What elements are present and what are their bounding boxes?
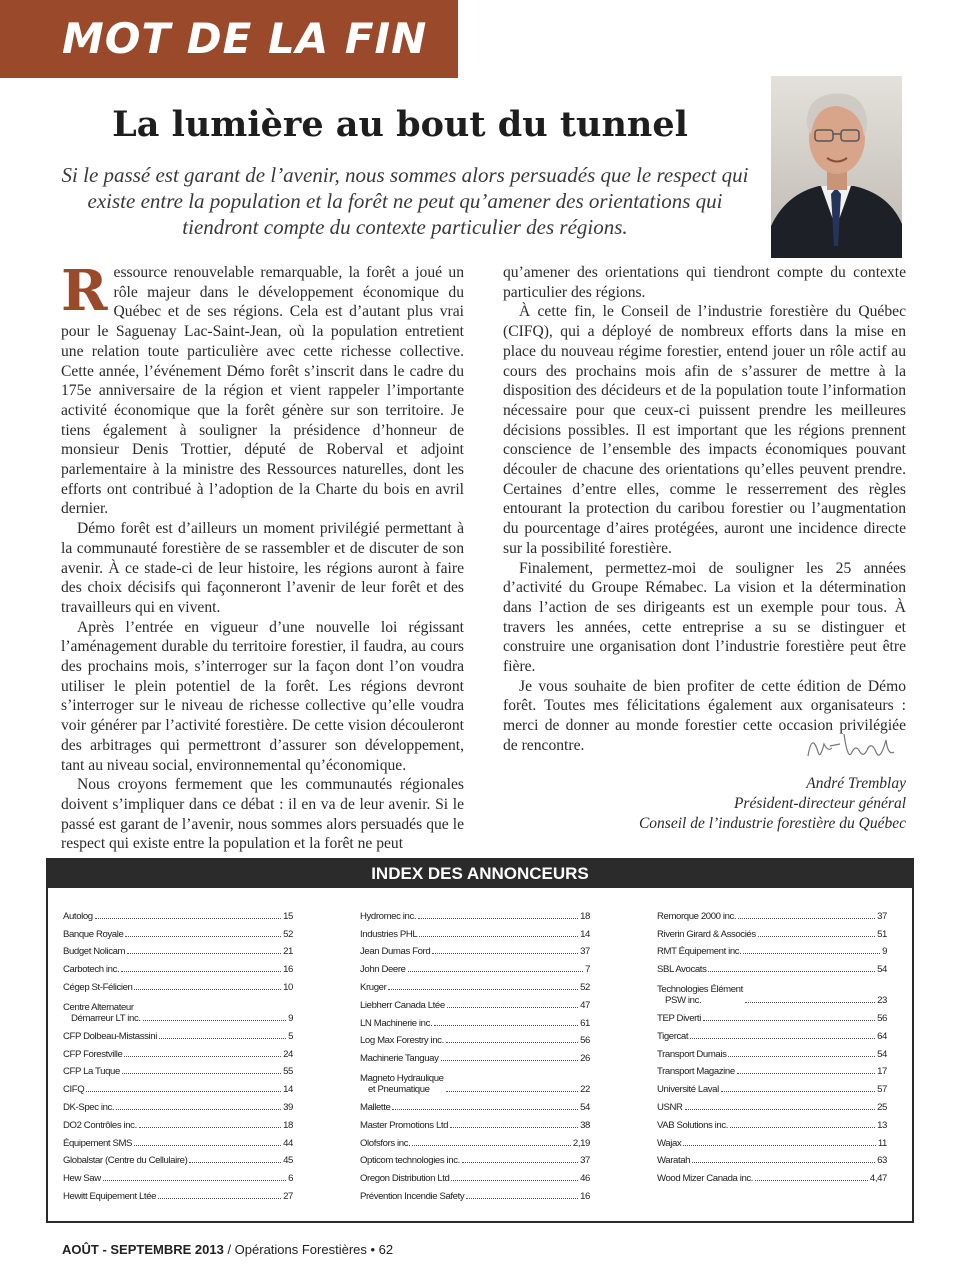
index-entry-name: CFP La Tuque <box>63 1066 120 1078</box>
index-entry-page: 47 <box>580 999 590 1011</box>
index-leader-dots <box>121 971 281 972</box>
index-entry-name: Autolog <box>63 910 93 922</box>
index-leader-dots <box>127 953 281 954</box>
index-entry-name: Hewitt Equipement Ltée <box>63 1190 157 1202</box>
index-leader-dots <box>125 936 281 937</box>
author-title: Président-directeur général <box>733 795 906 812</box>
index-entry <box>657 1149 887 1167</box>
article-paragraph: qu’amener des orientations qui tiendront compte du contexte particulier des régions. <box>503 264 906 301</box>
index-entry <box>63 993 293 1024</box>
index-entry <box>657 922 887 940</box>
index-entry-name: Prévention Incendie Safety <box>360 1190 465 1202</box>
index-entry-page: 44 <box>283 1137 293 1149</box>
index-entry <box>360 1046 590 1064</box>
index-entry-page: 15 <box>283 910 293 922</box>
drop-cap: R <box>61 258 108 324</box>
index-entry-name: Jean Dumas Ford <box>360 946 431 958</box>
index-entry <box>63 1166 293 1184</box>
index-entry-page: 18 <box>580 910 590 922</box>
index-entry <box>360 1166 590 1184</box>
index-entry <box>360 940 590 958</box>
index-entry <box>360 922 590 940</box>
index-leader-dots <box>446 1042 578 1043</box>
index-entry-page: 45 <box>283 1155 293 1167</box>
index-leader-dots <box>434 1025 578 1026</box>
index-leader-dots <box>392 1109 578 1110</box>
index-entry <box>360 957 590 975</box>
index-leader-dots <box>685 1109 876 1110</box>
index-entry-name: Waratah <box>657 1155 691 1167</box>
article-lede: Si le passé est garant de l’avenir, nous sommes alors persuadés que le respect qui existe entre la population et la forêt ne peut qu’amener des orientations qui tiendront compte du contexte particulier des régions. <box>61 163 749 239</box>
index-entry-name: Carbotech inc. <box>63 964 120 976</box>
index-leader-dots <box>143 1020 286 1021</box>
index-entry <box>63 1060 293 1078</box>
index-entry-name: DK-Spec inc. <box>63 1101 115 1113</box>
index-entry <box>657 1024 887 1042</box>
index-entry-name: Olofsfors inc. <box>360 1137 411 1149</box>
index-entry-page: 11 <box>877 1137 887 1149</box>
article-paragraph: Je vous souhaite de bien profiter de cette édition de Démo forêt. Toutes mes félicitations également aux organisateurs : merci de donner au monde forestier cette occasion privilégiée de rencontre. <box>503 677 906 754</box>
index-entry-page: 39 <box>283 1101 293 1113</box>
index-entry-name: Master Promotions Ltd <box>360 1119 449 1131</box>
index-entry <box>360 1095 590 1113</box>
index-leader-dots <box>134 989 281 990</box>
index-entry <box>63 940 293 958</box>
index-entry <box>63 1113 293 1131</box>
index-entry <box>657 975 887 1006</box>
index-entry-page: 63 <box>877 1155 887 1167</box>
index-leader-dots <box>690 1038 875 1039</box>
index-entry-name: RMT Équipement inc. <box>657 946 742 958</box>
index-leader-dots <box>432 953 578 954</box>
index-entry <box>360 1011 590 1029</box>
index-entry <box>657 1166 887 1184</box>
index-entry-page: 56 <box>580 1035 590 1047</box>
index-entry-page: 23 <box>877 995 887 1007</box>
index-entry <box>63 1131 293 1149</box>
index-entry-name: Tigercat <box>657 1030 689 1042</box>
index-leader-dots <box>462 1162 578 1163</box>
index-entry <box>657 1077 887 1095</box>
index-entry <box>63 975 293 993</box>
index-entry-page: 37 <box>580 1155 590 1167</box>
index-entry <box>657 1060 887 1078</box>
index-entry-page: 54 <box>580 1101 590 1113</box>
index-entry-name: Transport Dumais <box>657 1048 727 1060</box>
index-entry <box>657 1113 887 1131</box>
index-leader-dots <box>758 936 875 937</box>
index-entry-name: Remorque 2000 inc. <box>657 910 737 922</box>
index-leader-dots <box>419 936 578 937</box>
index-entry <box>63 904 293 922</box>
index-entry <box>63 1149 293 1167</box>
section-banner <box>0 0 458 78</box>
index-entry-page: 2,19 <box>572 1137 590 1149</box>
index-entry-name: Machinerie Tanguay <box>360 1053 439 1065</box>
index-leader-dots <box>158 1198 281 1199</box>
index-leader-dots <box>730 1127 875 1128</box>
index-entry-page: 10 <box>283 981 293 993</box>
index-leader-dots <box>412 1145 571 1146</box>
index-entry-name: Liebherr Canada Ltée <box>360 999 445 1011</box>
index-entry-page: 52 <box>283 928 293 940</box>
index-entry <box>360 1064 590 1095</box>
index-entry <box>63 1095 293 1113</box>
index-entry-page: 64 <box>877 1030 887 1042</box>
index-column-3 <box>657 904 887 1184</box>
index-entry-page: 14 <box>283 1084 293 1096</box>
index-entry-page: 27 <box>283 1190 293 1202</box>
index-leader-dots <box>122 1073 281 1074</box>
index-leader-dots <box>124 1056 281 1057</box>
index-entry <box>360 1029 590 1047</box>
index-leader-dots <box>408 971 583 972</box>
index-entry-name: Opticom technologies inc. <box>360 1155 460 1167</box>
index-entry-page: 38 <box>580 1119 590 1131</box>
index-entry-name: Centre Alternateur Démarreur LT inc. <box>63 1001 141 1024</box>
index-leader-dots <box>466 1198 578 1199</box>
article-paragraph: Démo forêt est d’ailleurs un moment privilégié permettant à la communauté forestière de se rassembler et de discuter de son avenir. À ce stade-ci de leur histoire, les régions auront à faire des choix décisifs qui façonneront l’avenir de leur forêt et des travailleurs qui en vivent. <box>61 520 464 616</box>
index-entry-page: 16 <box>283 964 293 976</box>
index-leader-dots <box>737 1073 875 1074</box>
index-entry <box>63 1184 293 1202</box>
index-leader-dots <box>745 1002 875 1003</box>
index-column-1 <box>63 904 293 1202</box>
index-leader-dots <box>703 1020 875 1021</box>
index-entry <box>657 1006 887 1024</box>
author-name: André Tremblay <box>806 775 906 792</box>
index-entry-name: Université Laval <box>657 1084 719 1096</box>
index-entry <box>360 904 590 922</box>
index-entry-name: SBL Avocats <box>657 964 707 976</box>
article-paragraph: Ressource renouvelable remarquable, la forêt a joué un rôle majeur dans le développement économique du Québec et de ses régions. Cela est d’autant plus vrai pour le Saguenay Lac-Saint-Jean, où la population entretient une relation toute particulière avec cette richesse collective. Cette année, l’événement Démo forêt s’inscrit dans le cadre du 175e anniversaire de la région et vient rappeler l’importante activité économique que la forêt génère sur son territoire. Je tiens également à souligner la présidence d’honneur de monsieur Denis Trottier, député de Roberval et adjoint parlementaire à la ministre des Ressources naturelles, dont les efforts ont contribué à l’adoption de la Charte du bois en avril dernier. <box>61 258 464 518</box>
index-entry <box>657 957 887 975</box>
index-entry-page: 37 <box>877 910 887 922</box>
index-entry-name: CFP Forestville <box>63 1048 123 1060</box>
article-column-right <box>503 263 906 756</box>
index-entry <box>360 993 590 1011</box>
index-entry-page: 61 <box>580 1017 590 1029</box>
index-entry-name: Équipement SMS <box>63 1137 133 1149</box>
index-leader-dots <box>86 1091 281 1092</box>
index-leader-dots <box>728 1056 875 1057</box>
index-entry <box>657 1042 887 1060</box>
index-entry <box>657 940 887 958</box>
index-entry-page: 25 <box>877 1101 887 1113</box>
index-leader-dots <box>441 1060 579 1061</box>
index-entry-page: 6 <box>288 1173 293 1185</box>
index-entry <box>63 1024 293 1042</box>
index-entry-name: Magneto Hydraulique et Pneumatique <box>360 1073 444 1096</box>
index-entry-name: Log Max Forestry inc. <box>360 1035 444 1047</box>
index-entry-name: Hydromec inc. <box>360 910 417 922</box>
index-leader-dots <box>159 1038 286 1039</box>
index-entry-page: 57 <box>877 1084 887 1096</box>
article-paragraph: Après l’entrée en vigueur d’une nouvelle loi régissant l’aménagement durable du territoire forestier, il faudra, au cours des prochains mois, s’interroger sur la façon dont l’on voudra utiliser le plein potentiel de la forêt. Les régions devront s’interroger sur le niveau de richesse collective qu’elle voudra voir générer par l’activité forestière. De cette vision découleront des arbitrages qui permettront d’assurer son développement, tant au niveau social, environnemental qu’économique. <box>61 618 464 774</box>
index-leader-dots <box>738 918 875 919</box>
index-entry-name: Cégep St-Félicien <box>63 981 133 993</box>
index-entry-page: 26 <box>580 1053 590 1065</box>
index-entry-page: 9 <box>288 1012 293 1024</box>
index-entry-name: Banque Royale <box>63 928 124 940</box>
index-leader-dots <box>743 953 880 954</box>
index-entry-name: Oregon Distribution Ltd <box>360 1173 450 1185</box>
index-entry-page: 22 <box>580 1084 590 1096</box>
index-entry-page: 7 <box>585 964 590 976</box>
index-entry-page: 21 <box>283 946 293 958</box>
index-entry-page: 37 <box>580 946 590 958</box>
index-entry-page: 52 <box>580 981 590 993</box>
index-entry <box>63 957 293 975</box>
index-leader-dots <box>116 1109 281 1110</box>
index-leader-dots <box>139 1127 281 1128</box>
index-entry-name: TEP Diverti <box>657 1012 701 1024</box>
index-entry-page: 4,47 <box>869 1173 887 1185</box>
index-entry <box>360 975 590 993</box>
index-entry-name: Wajax <box>657 1137 682 1149</box>
handwritten-signature <box>800 722 900 772</box>
index-entry <box>63 922 293 940</box>
index-entry-name: John Deere <box>360 964 406 976</box>
index-entry-page: 54 <box>877 1048 887 1060</box>
index-entry-page: 56 <box>877 1012 887 1024</box>
index-entry-page: 55 <box>283 1066 293 1078</box>
index-entry-name: Mallette <box>360 1101 391 1113</box>
index-entry <box>360 1184 590 1202</box>
index-leader-dots <box>418 918 578 919</box>
index-entry-page: 14 <box>580 928 590 940</box>
index-entry-name: Globalstar (Centre du Cellulaire) <box>63 1155 188 1167</box>
article-paragraph: Nous croyons fermement que les communautés régionales doivent s’impliquer dans ce débat : il en va de leur avenir. Si le passé est garant de l’avenir, nous sommes alors persuadés que le respect qui existe entre la population et la forêt ne peut <box>61 776 464 853</box>
index-entry-page: 13 <box>877 1119 887 1131</box>
index-leader-dots <box>189 1162 281 1163</box>
index-leader-dots <box>450 1127 578 1128</box>
index-entry-name: DO2 Contrôles inc. <box>63 1119 137 1131</box>
index-entry-name: Riverin Girard & Associés <box>657 928 756 940</box>
index-entry <box>657 904 887 922</box>
index-entry-page: 24 <box>283 1048 293 1060</box>
index-entry-name: VAB Solutions inc. <box>657 1119 729 1131</box>
index-entry-name: Transport Magazine <box>657 1066 735 1078</box>
index-leader-dots <box>692 1162 875 1163</box>
index-leader-dots <box>447 1007 578 1008</box>
index-entry-page: 16 <box>580 1190 590 1202</box>
article-paragraph: Finalement, permettez-moi de souligner les 25 années d’activité du Groupe Rémabec. La vision et la détermination dans l’action de ses dirigeants est un exemple pour tous. À travers les années, cette entreprise a su se distinguer et construire une organisation dont l’industrie forestière peut être fière. <box>503 559 906 676</box>
index-leader-dots <box>95 918 281 919</box>
advertiser-index <box>46 858 914 1223</box>
section-title: MOT DE LA FIN <box>62 14 428 63</box>
index-leader-dots <box>388 989 578 990</box>
index-leader-dots <box>451 1180 578 1181</box>
signature-block <box>600 774 906 834</box>
article-column-left <box>61 258 464 854</box>
article-paragraph: À cette fin, le Conseil de l’industrie forestière du Québec (CIFQ), qui a déployé de nombreux efforts dans la mise en place du nouveau régime forestier, entend jouer un rôle actif au cours des prochains mois afin de s’assurer de mettre à la disposition des décideurs et de la population toute l’information nécessaire pour que ceux-ci puissent prendre les meilleures décisions possibles. Il est important que les régions prennent conscience de l’ensemble des impacts économiques pouvant découler de chacune des orientations qu’elles peuvent prendre. Certaines d’entre elles, comme le resserrement des règles entourant la protection du caribou forestier ou l’augmentation du pourcentage d’aires protégées, auront une incidence directe sur la possibilité forestière. <box>503 303 906 557</box>
index-entry-name: Budget Nolicam <box>63 946 126 958</box>
index-entry <box>360 1149 590 1167</box>
index-entry-page: 54 <box>877 964 887 976</box>
index-entry <box>63 1077 293 1095</box>
index-leader-dots <box>755 1180 868 1181</box>
article-headline: La lumière au bout du tunnel <box>112 104 688 145</box>
index-leader-dots <box>683 1145 876 1146</box>
index-entry <box>360 1113 590 1131</box>
index-entry-page: 46 <box>580 1173 590 1185</box>
index-entry-name: Kruger <box>360 981 387 993</box>
index-entry-name: Industries PHL <box>360 928 418 940</box>
index-entry <box>657 1131 887 1149</box>
index-entry-name: Hew Saw <box>63 1173 101 1185</box>
index-entry-page: 51 <box>877 928 887 940</box>
index-entry <box>63 1042 293 1060</box>
index-column-2 <box>360 904 590 1202</box>
index-entry <box>360 1131 590 1149</box>
issue-date: AOÛT - SEPTEMBRE 2013 <box>62 1242 224 1257</box>
index-entry-page: 17 <box>877 1066 887 1078</box>
index-leader-dots <box>103 1180 286 1181</box>
author-organization: Conseil de l’industrie forestière du Québec <box>638 815 906 832</box>
page-footer <box>62 1242 393 1257</box>
index-entry-name: Technologies Élément PSW inc. <box>657 984 743 1007</box>
index-entry-name: LN Machinerie inc. <box>360 1017 433 1029</box>
index-entry-name: USNR <box>657 1101 683 1113</box>
index-leader-dots <box>446 1091 579 1092</box>
index-entry-name: CIFQ <box>63 1084 85 1096</box>
author-photo <box>771 76 902 258</box>
index-leader-dots <box>721 1091 875 1092</box>
advertiser-index-title: INDEX DES ANNONCEURS <box>48 860 912 888</box>
index-entry-page: 5 <box>288 1030 293 1042</box>
index-leader-dots <box>134 1145 281 1146</box>
index-entry-page: 18 <box>283 1119 293 1131</box>
publication-page: / Opérations Forestières • 62 <box>223 1242 394 1257</box>
index-entry-name: Wood Mizer Canada inc. <box>657 1173 754 1185</box>
index-entry <box>657 1095 887 1113</box>
index-entry-page: 9 <box>882 946 887 958</box>
index-entry-name: CFP Dolbeau-Mistassini <box>63 1030 157 1042</box>
index-leader-dots <box>708 971 875 972</box>
